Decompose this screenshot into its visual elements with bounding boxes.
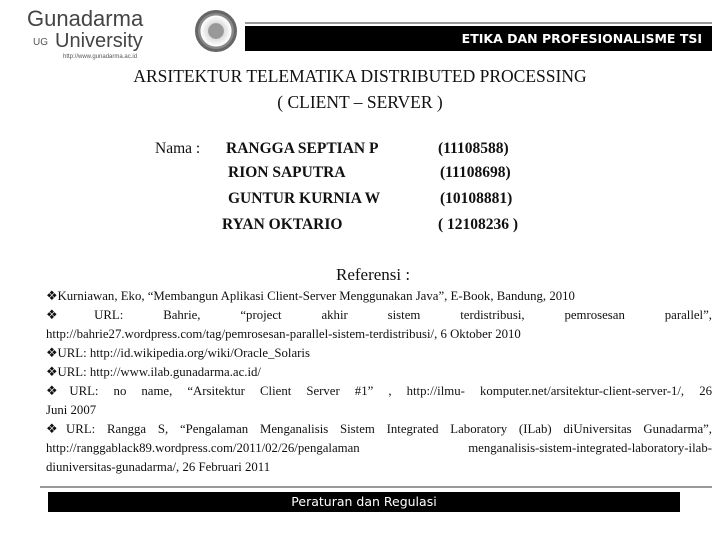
member-name: GUNTUR KURNIA W [228, 190, 381, 207]
references-heading: Referensi : [336, 265, 411, 284]
reference-line: http://bahrie27.wordpress.com/tag/pemrosesan-parallel-sistem-terdistribusi/, 6 Oktober 2010 [46, 327, 521, 341]
reference-line: Juni 2007 [46, 403, 97, 417]
member-id: (11108588) [438, 140, 509, 157]
member-id: (10108881) [440, 190, 513, 207]
university-logo [25, 8, 240, 62]
reference-line: http://ranggablack89.wordpress.com/2011/02/26/pengalaman menganalisis-sistem-integrated-laboratory-ilab- [46, 441, 712, 455]
slide-subtitle: ( CLIENT – SERVER ) [277, 92, 443, 112]
member-id: ( 12108236 ) [438, 216, 519, 233]
footer-bar: Peraturan dan Regulasi [48, 492, 680, 512]
logo-text-prefix: UG [33, 37, 48, 48]
logo-text-gunadarma: Gunadarma [27, 6, 144, 31]
footer-divider [40, 486, 712, 488]
header-divider [245, 22, 712, 24]
reference-line: ❖URL: Bahrie, “project akhir sistem terdistribusi, pemrosesan parallel”, [46, 308, 712, 322]
member-id: (11108698) [440, 164, 511, 181]
reference-line: ❖URL: http://id.wikipedia.org/wiki/Oracle_Solaris [46, 346, 310, 360]
reference-line: ❖Kurniawan, Eko, “Membangun Aplikasi Client-Server Menggunakan Java”, E-Book, Bandung, 2010 [46, 289, 575, 303]
course-title-bar: ETIKA DAN PROFESIONALISME TSI [245, 26, 712, 51]
logo-text-university: University [55, 30, 143, 52]
reference-line: ❖URL: http://www.ilab.gunadarma.ac.id/ [46, 365, 261, 379]
reference-line: ❖URL: Rangga S, “Pengalaman Menganalisis Sistem Integrated Laboratory (ILab) diUniversitas Gunadarma”, [46, 422, 712, 436]
slide-title: ARSITEKTUR TELEMATIKA DISTRIBUTED PROCESSING [133, 66, 587, 86]
reference-line: ❖URL: no name, “Arsitektur Client Server #1” , http://ilmu- komputer.net/arsitektur-client-server-1/, 26 [46, 384, 712, 398]
university-seal-icon [195, 10, 237, 52]
member-name: RYAN OKTARIO [222, 216, 343, 233]
member-name: RANGGA SEPTIAN P [226, 140, 379, 157]
logo-url: http://www.gunadarma.ac.id [63, 54, 138, 60]
member-name: RION SAPUTRA [228, 164, 346, 181]
names-label: Nama : [155, 140, 201, 157]
reference-line: diuniversitas-gunadarma/, 26 Februari 2011 [46, 460, 271, 474]
